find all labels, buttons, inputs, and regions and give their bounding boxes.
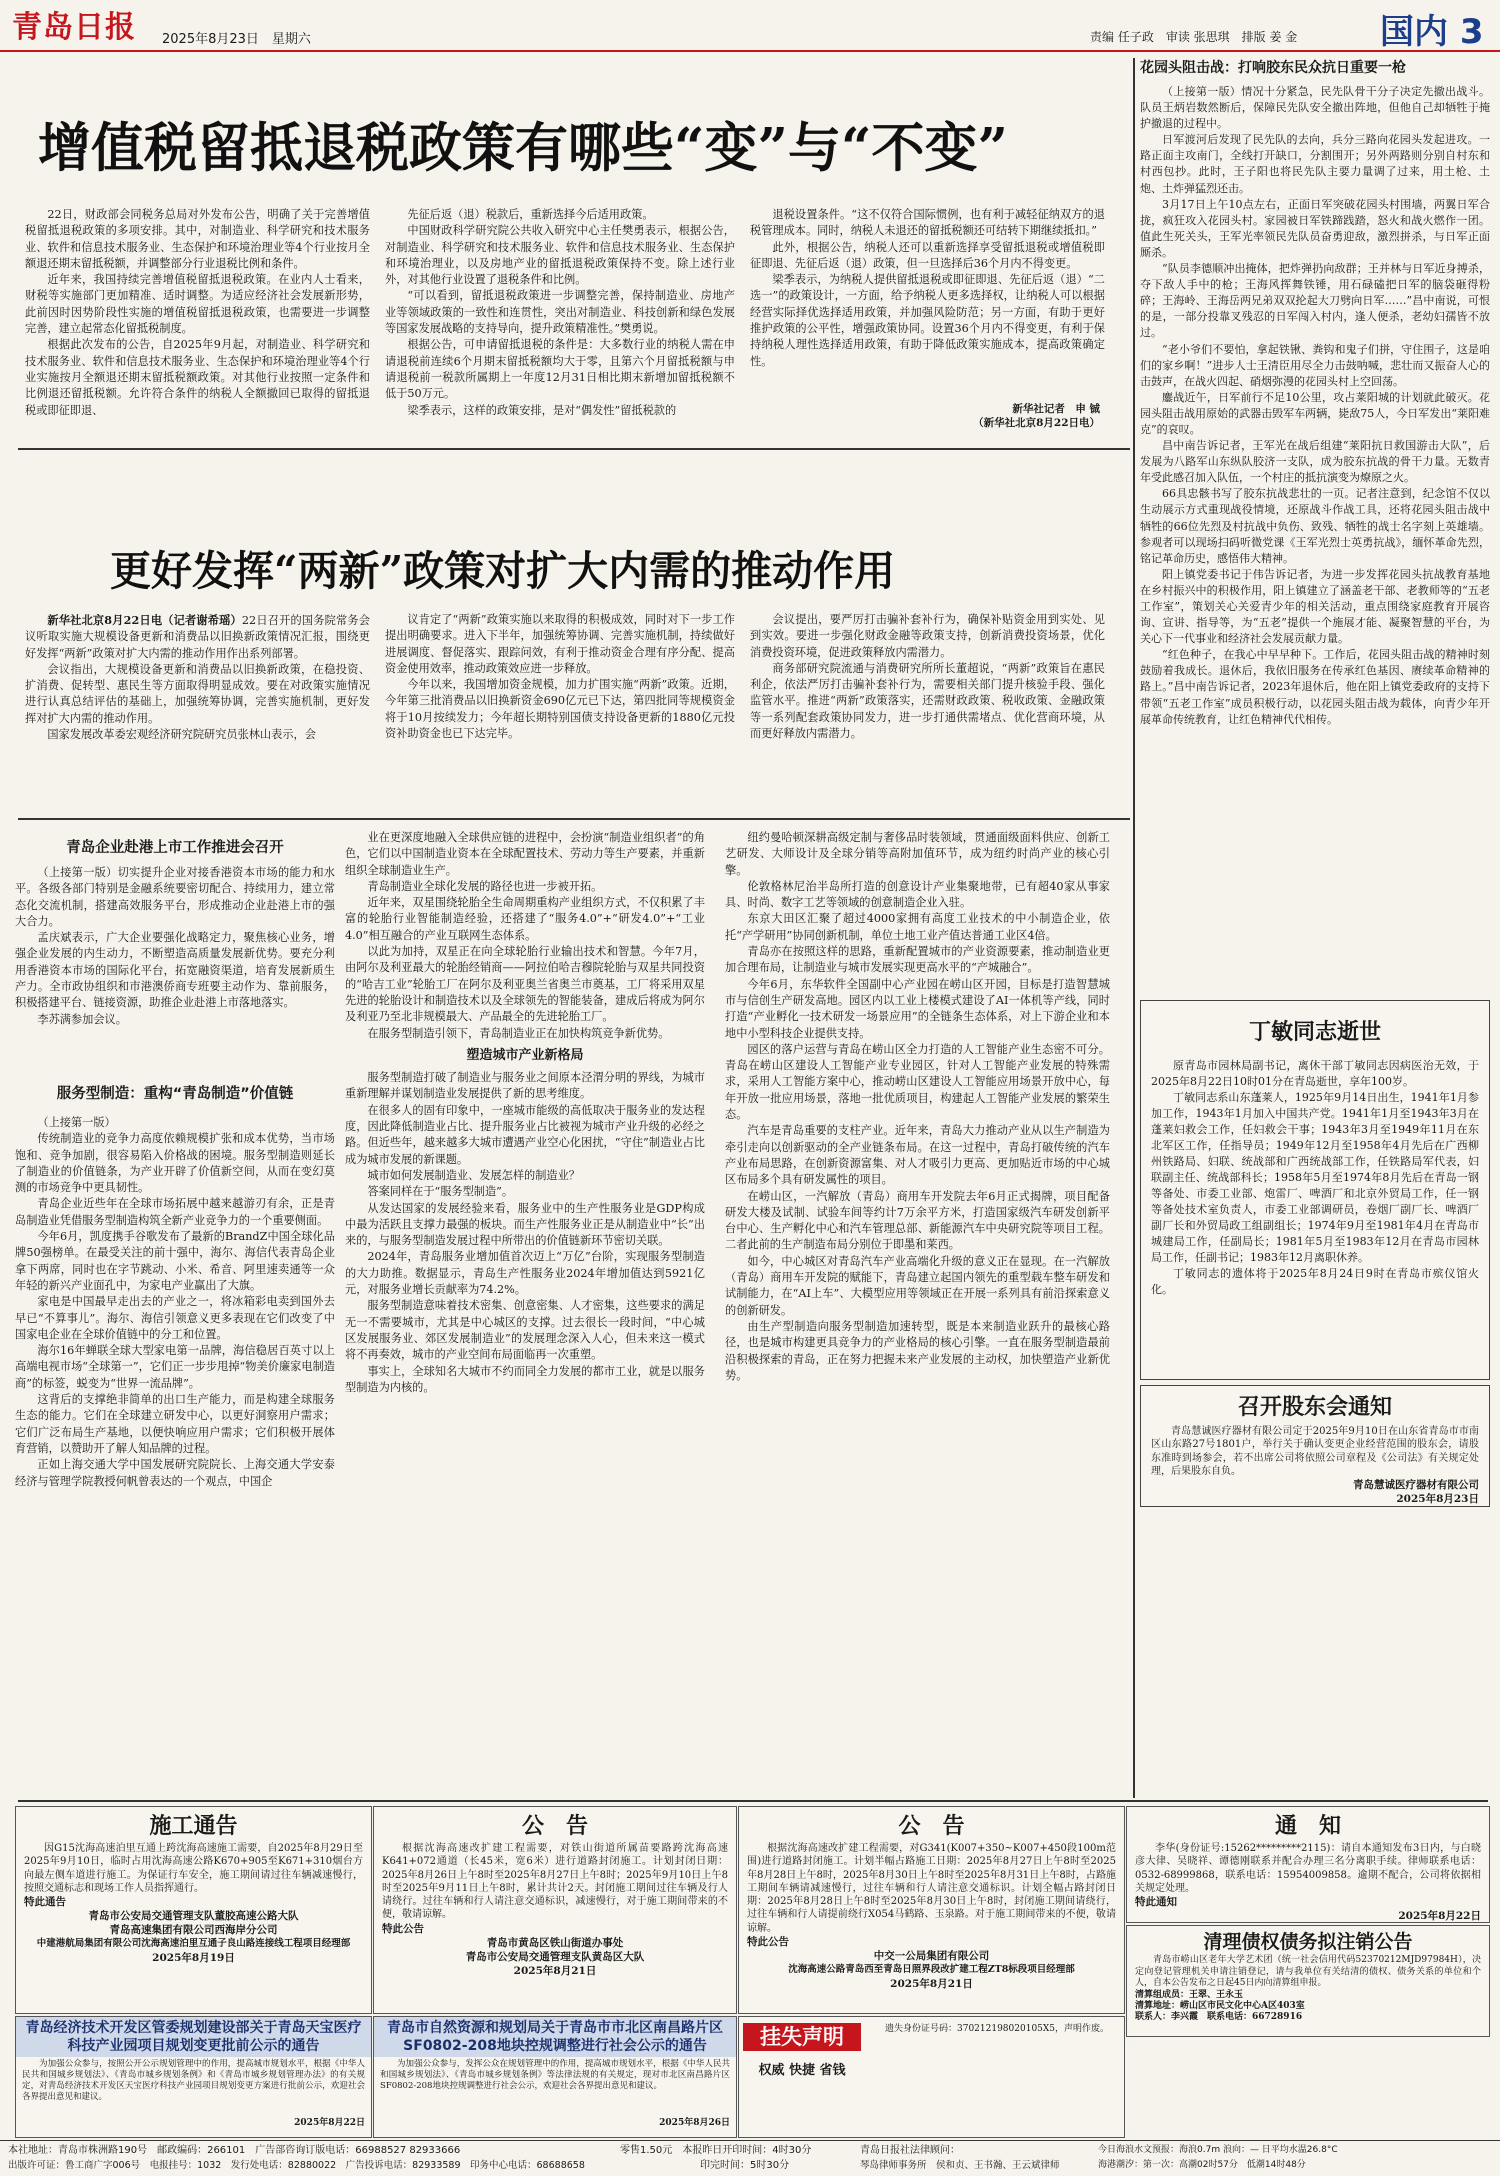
paragraph: 孟庆斌表示，广大企业要强化战略定力，聚焦核心业务，增强企业发展的内生动力，不断塑造高质量发展新优势。要充分利用香港资本市场的国际化平台，拓宽融资渠道，培育发展新质生产力。全市政协组织和市港澳侨商专班要主动作为、靠前服务，积极搭建平台、链接资源，助推企业赴港上市落地落实。 (15, 931, 335, 1010)
divider (18, 818, 1130, 820)
paragraph: “红色种子，在我心中早早种下。工作后，花园头阻击战的精神时刻鼓励着我成长。退休后，我依旧服务在传承红色基因、赓续革命精神的路上。”昌中南告诉记者，2023年退休后，他在阳上镇党委政府的支持下带领“五老工作室”成员积极行动，以花园头阻击战为载体，向青少年开展革命传统教育，让红色精神代代相传。 (1140, 648, 1490, 726)
article-column (750, 612, 1105, 812)
paragraph: 伦敦格林尼治半岛所打造的创意设计产业集聚地带，已有超40家从事家具、时尚、数字工艺等领域的创意制造企业入驻。 (725, 879, 1110, 910)
paragraph: 2024年，青岛服务业增加值首次迈上“万亿”台阶，实现服务型制造的大力助推。数据显示，青岛生产性服务业2024年增加值达到5921亿元，对服务业增长贡献率为74.2%。 (345, 1250, 705, 1297)
paragraph: 以此为加持，双星正在向全球轮胎行业输出技术和智慧。今年7月，由阿尔及利亚最大的轮胎经销商——阿拉伯哈吉穆院轮胎与双星共同投资的“哈吉工业”轮胎工厂在阿尔及利亚奥兰省奥兰市奠基，工厂将采用双星先进的轮胎设计和制造技术以及全球领先的智能装备，建成后将成为阿尔及利亚乃至北非规模最大、产品最全的先进轮胎工厂。 (345, 945, 705, 1024)
paragraph: 日军渡河后发现了民先队的去向，兵分三路向花园头发起进攻。一路正面主攻南门，全线打开缺口，分割围开；另外两路则分别自村东和村西包抄。此时，王子阳也将民先队主要力量调了过来，用土枪、土炮、土炸弹猛烈还击。 (1140, 133, 1490, 195)
deregistration-notice (1126, 1925, 1490, 2037)
paragraph: 近年来，双星围绕轮胎全生命周期重构产业组织方式，不仅积累了丰富的轮胎行业智能制造经验，还搭建了“服务4.0”+“研发4.0”+“工业4.0”相互融合的产业互联网生态体系。 (345, 896, 705, 942)
footer-price: 零售1.50元 本报昨日开印时间：4时30分 (620, 2145, 812, 2156)
paragraph: 青岛制造业全球化发展的路径也进一步被开拓。 (367, 879, 603, 893)
shareholder-meeting-notice (1140, 1385, 1490, 1507)
notice-body: 根据沈海高速改扩建工程需要，对G341(K007+350~K007+450段100m范围)进行道路封闭施工。计划半幅占路施工日期：2025年8月27日上午8时至2025年8月28日上午8时，2025年8月30日上午8时至2025年8月31日上午8时，占路施工期间车辆请减速慢行，过往车辆和行人请注意交通标识。计划全幅占路封闭日期：2025年8月28日上午8时至2025年8月30日上午8时，封闭施工期间请绕行，过往车辆和行人请提前绕行X054马鹤路、玉泉路。对于施工期间带来的不便，敬请谅解。 (747, 1843, 1116, 1934)
personal-notice (1126, 1806, 1490, 1923)
paragraph: （上接第一版）切实提升企业对接香港资本市场的能力和水平。各级各部门特别是金融系统要密切配合、持续用力，建立常态化交流机制，搭建高效服务平台，形成推动企业赴港上市的强大合力。 (15, 866, 335, 928)
paragraph: 先征后返（退）税款后，重新选择今后适用政策。 (407, 208, 654, 221)
notice-body: 为加强公众参与，发挥公众在规划管理中的作用，提高城市规划水平，根据《中华人民共和国城乡规划法》、《青岛市城乡规划条例》等法律法规的有关规定，现对市北区南昌路片区SF0802-208地块控规调整进行社会公示，欢迎社会各界提出意见和建议。 (380, 2059, 730, 2091)
notice-date: 2025年8月22日 (294, 2118, 365, 2128)
paragraph: 今年以来，我国增加资金规模，加力扩围实施“两新”政策。近期，今年第三批消费品以旧换新资金690亿元已下达，第四批同等规模资金将于10月按续发力；今年超长期特别国债支持设备更新的1880亿元投资补助资金也已下达完毕。 (385, 678, 735, 741)
paragraph: 会议指出，大规模设备更新和消费品以旧换新政策，在稳投资、扩消费、促转型、惠民生等方面取得明显成效。要在对政策实施情况进行认真总结评估的基础上，加强统筹协调，完善实施机制，更好发挥对扩大内需的推动作用。 (25, 662, 370, 725)
footer-legal: 青岛日报社法律顾问： (860, 2145, 960, 2156)
article-title: 花园头阻击战：打响胶东民众抗日重要一枪 (1140, 60, 1406, 76)
paragraph: 青岛亦在按照这样的思路，重新配置城市的产业资源要素，推动制造业更加合理布局，让制造业与城市发展实现更高水平的“产城融合”。 (725, 945, 1110, 975)
section-label: 国内 3 (1380, 12, 1484, 52)
paragraph: 国家发展改革委宏观经济研究院研究员张林山表示，会 (47, 728, 316, 742)
road-closure-notice-tieshan (373, 1806, 737, 2014)
paragraph: “队员李德顺冲出掩体，把炸弹扔向敌群；王并林与日军近身搏杀，夺下敌人手中的枪；王海风挥舞铁锤，用石碌磕把日军的脑袋砸得粉碎；王海岭、王海岳两兄弟双双抡起大刀劈向日军……”昌中南说，可恨的是，一部分投靠叉残忍的日军闯入村内，逢人便杀，老幼妇孺皆不放过。 (1140, 262, 1490, 340)
notice-sign: 特此通知 (1135, 1896, 1177, 1909)
paragraph: 由生产型制造向服务型制造加速转型，既是本来制造业跃升的最核心路径，也是城市构建更具竞争力的产业格局的核心引擎。一直在服务型制造最前沿积极探索的青岛，正在努力把握未来产业发展的主动权，加快塑造产业新优势。 (725, 1319, 1110, 1382)
notice-body: 因G15沈海高速泊里互通上跨沈海高速施工需要，自2025年8月29日至2025年9月10日，临时占用沈海高速公路K670+905至K671+310烟台方向最左侧车道进行施工。为保证行车安全，施工期间请过往车辆减速慢行，按照交通标志和现场工作人员指挥通行。 (24, 1843, 363, 1894)
paragraph: 服务型制造意味着技术密集、创意密集、人才密集，这些要求的满足无一不需要城市，尤其是中心城区的支撑。过去很长一段时间，“中心城区发展服务业、郊区发展制造业”的发展理念深入人心，但未来这一模式将不再奏效，城市的产业空间布局面临再一次重塑。 (345, 1299, 705, 1362)
notice-title: 公 告 (521, 1814, 588, 1839)
paragraph: 商务部研究院流通与消费研究所所长董超说，“两新”政策旨在惠民利企，依法严厉打击骗补套补行为，需要相关部门提升核验手段、强化监管水平。推进“两新”政策落实，还需财政政策、税收政策、金融政策等一系列配套政策协同发力，进一步打通供需堵点、优化营商环境，从而更好释放内需潜力。 (750, 661, 1105, 741)
paragraph: 汽车是青岛重要的支柱产业。近年来，青岛大力推动产业从以生产制造为牵引走向以创新驱动的全产业链条布局。在这一过程中，青岛打破传统的汽车产业布局思路，在创新资源富集、对人才吸引力更高、更加贴近市场的中心城区布局多个具有研发属性的项目。 (725, 1124, 1110, 1187)
reporter: 新华社记者 申 铖 (1012, 403, 1100, 415)
article-title: 增值税留抵退税政策有哪些“变”与“不变” (38, 117, 1008, 179)
paragraph: 东京大田区汇聚了超过4000家拥有高度工业技术的中小制造企业，依托“产学研用”协同创新机制，单位土地工业产值达普通工业区4倍。 (725, 912, 1110, 942)
paragraph: 在很多人的固有印象中，一座城市能级的高低取决于服务业的发达程度，因此降低制造业占比、提升服务业占比被视为城市产业升级的必经之路。但近些年，越来越多大城市遭遇产业空心化困扰，“守住”制造业占比成为城市发展的新课题。 (345, 1103, 705, 1166)
paragraph: 此外，根据公告，纳税人还可以重新选择享受留抵退税或增值税即征即退、先征后返（退）政策，但一旦选择后36个月内不得变更。 (750, 240, 1105, 270)
paragraph (25, 612, 370, 662)
notice-date: 2025年8月19日 (152, 1952, 235, 1965)
lead-reporter: （记者谢希瑶） (162, 613, 242, 627)
article-column (385, 207, 735, 442)
article-column (725, 830, 1110, 1795)
paragraph: 城市如何发展制造业、发展怎样的制造业？ (367, 1168, 580, 1182)
article-column (750, 207, 1105, 389)
column-divider (1133, 58, 1135, 1798)
article-two-new-policy (0, 450, 1130, 820)
obituary-title: 丁敏同志逝世 (1248, 1020, 1381, 1045)
obituary-body (1141, 1058, 1489, 1378)
section-heading: 塑造城市产业新格局 (466, 1047, 584, 1063)
article-column (385, 612, 735, 812)
notice-date: 2025年8月23日 (1396, 1493, 1479, 1506)
footer-lawyers: 琴岛律师事务所 侯和贞、王书瀚、王云斌律师 (860, 2160, 1060, 2171)
paragraph: 昌中南告诉记者，王军光在战后组建“莱阳抗日救国游击大队”，后发展为八路军山东纵队胶济一支队，成为胶东抗战的骨干力量。无数青年受此感召加入队伍，一个村庄的抵抗演变为燎原之火。 (1140, 439, 1490, 485)
notice-sign: 青岛市公安局交通管理支队黄岛区大队 (465, 1950, 645, 1963)
footer-sea-forecast: 今日海浪水文预报：海浪0.7m 浪向：— 日平均水温26.8°C (1098, 2145, 1338, 2155)
paragraph: 在崂山区，一汽解放（青岛）商用车开发院去年6月正式揭牌，项目配备研发大楼及试制、试验车间等约计7万余平方米，打造国家级汽车研发创新平台中心、生产孵化中心和汽车管理总部、新能源汽车中央研究院等项目工程。二者此前的生产制造布局分别位于即墨和莱西。 (725, 1189, 1110, 1252)
divider (18, 1800, 1488, 1802)
notice-body: 青岛市崂山区老年大学艺术团（统一社会信用代码52370212MJD97984H），决定向登记管理机关申请注销登记，请与我单位有关结清的债权、债务关系的单位和个人，自本公告发布之日起45日内向清算组申报。 (1135, 1955, 1481, 1988)
issue-date: 2025年8月23日 星期六 (162, 32, 311, 47)
paragraph: 纽约曼哈顿深耕高级定制与奢侈品时装领域，贯通面级面料供应、创新工艺研发、大师设计及全球分销等高附加值环节，成为纽约时尚产业的核心引擎。 (725, 831, 1110, 877)
paragraph: （上接第一版）情况十分紧急，民先队骨干分子决定先撤出战斗。队员王炳岩数然断后，保障民先队安全撤出阵地，但他自己却牺牲于掩护撤退的过程中。 (1140, 85, 1490, 131)
paragraph: 丁敏同志的遗体将于2025年8月24日9时在青岛市殡仪馆火化。 (1151, 1267, 1479, 1296)
notice-title: 青岛经济技术开发区管委规划建设部关于青岛天宝医疗科技产业园项目规划变更批前公示的通告 (16, 2017, 371, 2057)
dateline: （新华社北京8月22日电） (973, 417, 1100, 429)
paragraph: 从发达国家的发展经验来看，服务业中的生产性服务业是GDP构成中最为活跃且支撑力最强的板块。而生产性服务业正是从制造业中“长”出来的，与服务型制造发展过程中所带出的价值链新环节密切关联。 (345, 1201, 705, 1248)
paragraph: “可以看到，留抵退税政策进一步调整完善，保持制造业、房地产业等领域政策的一致性和连贯性，突出对制造业、科技创新和绿色发展等国家发展战略的支持导向，提升政策精准性。”樊勇说。 (385, 289, 735, 336)
lead-label: 新华社北京8月22日电 (47, 613, 163, 627)
notice-title: 通 知 (1274, 1814, 1341, 1839)
article-body (15, 865, 335, 1065)
page-header (0, 0, 1500, 52)
notice-title: 召开股东会通知 (1237, 1395, 1392, 1420)
notice-title: 施工通告 (149, 1814, 238, 1839)
lost-item: 遗失身份证号码：370212198020105X5，声明作废。 (885, 2024, 1110, 2034)
paragraph: 3月17日上午10点左右，正面日军突破花园头村围墙，两翼日军合拢，疯狂攻入花园头村。家园被日军铁蹄践踏，怒火和战火燃作一团。值此生死关头，王军光率领民先队员奋勇迎敌，激烈拼杀，与日军正面厮杀。 (1140, 197, 1490, 259)
notice-title: 公 告 (898, 1814, 965, 1839)
notice-date: 2025年8月21日 (890, 1978, 973, 1991)
paragraph: 议肯定了“两新”政策实施以来取得的积极成效，同时对下一步工作提出明确要求。进入下半年，加强统筹协调、完善实施机制，持续做好进展调度、督促落实、跟踪问效，有利于推动资金合理有序分配、提高资金使用效率，推动政策效应进一步释放。 (385, 613, 735, 675)
notice-sign: 清算地址：崂山区市民文化中心A区403室 (1135, 2000, 1305, 2011)
notice-company: 青岛慧诚医疗器材有限公司 (1353, 1479, 1479, 1492)
article-column (15, 1115, 335, 1795)
newspaper-logo: 青岛日报 (12, 10, 136, 45)
notice-sign: 沈海高速公路青岛西至青岛日照界段改扩建工程ZT8标段项目经理部 (788, 1964, 1075, 1976)
notice-date: 2025年8月22日 (1398, 1910, 1481, 1923)
notice-sign: 清算组成员：王翠、王永玉 (1135, 1989, 1244, 2000)
paragraph: 在服务型制造引领下，青岛制造业正在加快构筑竞争新优势。 (367, 1026, 670, 1040)
notice-sign: 特此通告 (24, 1896, 66, 1909)
notice-sign: 青岛市公安局交通管理支队董胶高速公路大队 (88, 1910, 299, 1923)
paragraph: 今年6月，凯度携手谷歌发布了最新的BrandZ中国全球化品牌50强榜单。在最受关注的前十强中，海尔、海信代表青岛企业拿下两席，同时也在字节跳动、小米、希音、阿里速卖通等一众年轻的新兴产业面孔中，为家电产业赢出了大旗。 (15, 1230, 335, 1292)
article-body (1140, 84, 1490, 989)
paragraph: 梁季表示，这样的政策安排，是对“偶发性”留抵税款的 (407, 403, 677, 417)
article-huayuantou-battle (1140, 58, 1490, 993)
lost-declarations (738, 2016, 1125, 2138)
planning-notice-tianbao (15, 2016, 372, 2138)
article-column (25, 612, 370, 812)
paragraph: 这背后的支撑绝非简单的出口生产能力，而是构建全球服务生态的能力。它们在全球建立研发中心，以更好洞察用户需求；它们广泛布局生产基地，以便快响应用户需求；它们积极开展体育营销，以赞助开了解人知品牌的过程。 (15, 1393, 335, 1455)
notice-sign: 特此公告 (747, 1936, 789, 1949)
article-hk-listing (15, 830, 335, 1070)
paragraph: 服务型制造打破了制造业与服务业之间原本泾渭分明的界线，为城市重新理解并谋划制造业发展提供了新的思考维度。 (345, 1071, 705, 1101)
notice-body: 李华(身份证号:15262*********2115)：请自本通知发布3日内，与白晓彦大律、吴晓祥、谭德刚联系并配合办理三名分离职手续。律师联系电话：0532-68999868，联系电话：15954009858。逾期不配合，公司将依据相关规定处理。 (1135, 1843, 1481, 1894)
paragraph: “老小爷们不要怕，拿起铁锹、粪钩和鬼子们拼，守住围子，这是咱们的家乡啊！”进步人士王清臣用尽全力击鼓呐喊，悲壮而又振奋人心的击鼓声，在战火四起、硝烟弥漫的花园头村上空回荡。 (1140, 342, 1490, 388)
paragraph: 如今，中心城区对青岛汽车产业高端化升级的意义正在显现。在一汽解放（青岛）商用车开发院的赋能下，青岛建立起国内领先的重型载车整车研发和试制能力，在“AI上车”、大模型应用等领域正在开展一系列具有前沿探索意义的创新研发。 (725, 1254, 1110, 1317)
lost-banner (743, 2023, 861, 2093)
lost-tagline: 权威 快捷 省钱 (758, 2063, 846, 2078)
editor-credits: 责编 任子政 审读 张思琪 排版 姜 金 (1090, 30, 1298, 44)
notice-sign: 联系人：李兴霞 联系电话：66728916 (1135, 2011, 1303, 2022)
notice-sign: 中交一公局集团有限公司 (873, 1950, 990, 1963)
paragraph: 阳上镇党委书记于伟告诉记者，为进一步发挥花园头抗战教育基地在乡村振兴中的积极作用，阳上镇建立了涵盖老干部、老教师等的“五老工作室”，策划关心关爱青少年的相关活动，重点围绕家庭教育开展咨询、宣讲、指导等，为“五老”提供一个施展才能、凝聚智慧的平台，为关心下一代事业和经济社会发展贡献力量。 (1140, 567, 1490, 646)
paragraph: 原青岛市园林局副书记，离休干部丁敏同志因病医治无效，于2025年8月22日10时01分在青岛逝世，享年100岁。 (1151, 1059, 1479, 1088)
construction-notice (15, 1806, 372, 2014)
paragraph: 66具忠骸书写了胶东抗战悲壮的一页。记者注意到，纪念馆不仅以生动展示方式重现战役情境，还原战斗作战工具，还将花园头阻击战中牺牲的66位先烈及村抗战中负伤、致残、牺牲的战士名字刻上英雄墙。参观者可以现场扫码听微党课《王军光烈士英勇抗战》，缅怀革命先烈，铭记革命历史，感悟伟大精神。 (1140, 487, 1490, 565)
paragraph: 业在更深度地融入全球供应链的进程中，会扮演“制造业组织者”的角色，它们以中国制造业资本在全球配置技术、劳动力等生产要素，并重新组织全球制造业生产。 (345, 831, 705, 877)
notice-sign: 特此公告 (382, 1922, 424, 1935)
article-title: 服务型制造：重构“青岛制造”价值链 (56, 1086, 294, 1102)
paragraph: 李苏满参加会议。 (37, 1012, 127, 1026)
notice-sign: 青岛市黄岛区铁山街道办事处 (486, 1936, 624, 1949)
notice-body: 青岛慧诚医疗器材有限公司定于2025年9月10日在山东省青岛市市南区山东路27号1801户，举行关于确认变更企业经营范围的股东会，请股东准時到场参会，若不出席公司将依照公司章程及《公司法》有关规定处理，后果股东自负。 (1151, 1426, 1479, 1477)
paragraph: 根据公告，可申请留抵退税的条件是：大多数行业的纳税人需在申请退税前连续6个月期末留抵税额均大于零，且第六个月留抵税额与申请退税前一税款所属期上一年度12月31日相比期末新增加留抵税额不低于50万元。 (385, 338, 735, 401)
article-title: 青岛企业赴港上市工作推进会召开 (66, 840, 284, 856)
notice-title: 青岛市自然资源和规划局关于青岛市市北区南昌路片区SF0802-208地块控规调整进行社会公示的通告 (374, 2017, 736, 2057)
paragraph: 青岛企业近些年在全球市场拓展中越来越游刃有余，正是青岛制造业凭借服务型制造构筑全新产业竞争力的一个重要侧面。 (15, 1197, 335, 1227)
notice-date: 2025年8月21日 (513, 1964, 597, 1977)
obituary-box (1140, 1000, 1490, 1380)
footer-tide: 海港潮汐：第一次：高潮02时57分 低潮14时48分 (1098, 2160, 1306, 2170)
lost-title: 挂失声明 (743, 2023, 861, 2051)
paragraph: 园区的落户运营与青岛在崂山区全力打造的人工智能产业生态密不可分。青岛在崂山区建设人工智能产业专业园区，针对人工智能产业发展的特殊需求，采用人工智能方案中心，推动崂山区建设人工智能应用场景开放中心，每年开放一批应用场景，落地一批优质项目，构建起人工智能产业发展的繁荣生态。 (725, 1042, 1110, 1122)
planning-notice-nanchang (373, 2016, 737, 2138)
paragraph: 退税设置条件。“这不仅符合国际惯例，也有利于减轻征纳双方的退税管理成本。同时，纳税人未退还的留抵税额还可结转下期继续抵扣。” (750, 208, 1105, 238)
footer-address: 本社地址：青岛市株洲路190号 邮政编码：266101 广告部咨询订版电话：66988527 82933666 (8, 2145, 461, 2156)
notice-date: 2025年8月26日 (659, 2118, 730, 2128)
paragraph: 鏖战近午，日军前行不足10公里，攻占莱阳城的计划就此破灭。花园头阻击战用原始的武器击毁军车两辆，毙敌75人，今日军发出“莱阳难克”的哀叹。 (1140, 390, 1490, 436)
road-closure-notice-g341 (738, 1806, 1125, 2014)
paragraph: 22日，财政部会同税务总局对外发布公告，明确了关于完善增值税留抵退税政策的多项安排。其中，对制造业、科学研究和技术服务业、软件和信息技术服务业、生态保护和环境治理业等4个行业按月全额退还期末留抵税额，并调整部分行业退税比例和条件。 (25, 208, 370, 270)
article-vat-refund (0, 52, 1130, 447)
paragraph: 中国财政科学研究院公共收入研究中心主任樊勇表示，根据公告，对制造业、科学研究和技术服务业、软件和信息技术服务业、生态保护和环境治理业，以及房地产业的留抵退税政策保持不变。除上述行业外，对其他行业设置了退税条件和比例。 (385, 224, 735, 287)
paragraph: 梁季表示，为纳税人提供留抵退税或即征即退、先征后返（退）“二选一”的政策设计，一方面，给予纳税人更多选择权，让纳税人可以根据经营实际择优选择适用政策，并加强风险防范；另一方面，有助于更好推护政策的公平性，增强政策协同。设置36个月内不得变更，有利于保持纳税人理性选择适用政策，有助于降低政策实施成本，提高政策确定性。 (750, 273, 1105, 368)
paragraph: 近年来，我国持续完善增值税留抵退税政策。在业内人士看来，财税等实施部门更加精准、适时调整。为适应经济社会发展新形势，此前因时因势阶段性实施的增值税留抵退税政策，也需要进一步调整完善，建立起常态化留抵税制度。 (25, 273, 370, 336)
paragraph: 今年6月，东华软件全国副中心产业园在崂山区开园，目标是打造智慧城市与信创生产研发高地。园区内以工业上楼模式建设了AI一体机等产线，同时打造“产业孵化一技术研发一场景应用”的全链条生态体系，对上下游企业和本地中小型科技企业提供支持。 (725, 977, 1110, 1040)
paragraph: 根据此次发布的公告，自2025年9月起，对制造业、科学研究和技术服务业、软件和信息技术服务业、生态保护和环境治理业等4个行业实施按月全额退还期末留抵税额政策。对其他行业按照一定条件和比例退还留抵税额。允许符合条件的纳税人全额撤回已取得的留抵退税或即征即退、 (25, 338, 370, 417)
paragraph: 答案同样在于“服务型制造”。 (367, 1185, 514, 1199)
article-title: 更好发挥“两新”政策对扩大内需的推动作用 (110, 547, 896, 595)
article-column (25, 207, 370, 442)
notice-title: 清理债权债务拟注销公告 (1203, 1931, 1413, 1953)
notice-body: 为加强公众参与，按照公开公示规划管理中的作用，提高城市规划水平，根据《中华人民共和国城乡规划法》、《青岛市城乡规划条例》和《青岛市城乡规划管理办法》的有关规定，对青岛经济技术开发区天宝医疗科技产业园项目规划变更方案进行批前公示，欢迎社会各界提出意见和建议。 (22, 2059, 365, 2102)
byline (900, 402, 1100, 430)
paragraph: 海尔16年蝉联全球大型家电第一品牌，海信稳居百英寸以上高端电视市场“全球第一”，它们正一步步甩掉“物美价廉家电制造商”的标签，蜕变为“世界一流品牌”。 (15, 1344, 335, 1390)
paragraph: 会议提出，要严厉打击骗补套补行为，确保补贴资金用到实处、见到实效。要进一步强化财政金融等政策支持，创新消费投资场景，优化消费投资环境，促进政策释放内需潜力。 (750, 613, 1105, 659)
article-column (345, 830, 705, 1795)
footer-print-time: 印完时间：5时30分 (700, 2160, 790, 2171)
notice-sign: 中建港航局集团有限公司沈海高速泊里互通子良山路连接线工程项目经理部 (36, 1938, 351, 1950)
paragraph: 传统制造业的竞争力高度依赖规模扩张和成本优势，当市场饱和、竞争加剧，很容易陷入价格战的困境。服务型制造则延长了制造业的价值链条，为产业开辟了价值新空间，从而在变幻莫测的市场竞争中更具韧性。 (15, 1132, 335, 1195)
page-footer (0, 2140, 1500, 2176)
paragraph: 丁敏同志系山东蓬莱人，1925年9月14日出生，1941年1月参加工作，1943年1月加入中国共产党。1941年1月至1943年3月在蓬莱妇救会工作，任妇救会干事；1943年3月至1949年11月在东北军区工作，任指导员；1949年12月至1958年4月先后在广西柳州铁路局、妇联、统战部和广西统战部工作，任铁路局军代表，妇联副主任、统战部科长；1958年5月至1974年8月先后在青岛一钢等备处、市委工业部、炮雷厂、啤酒厂和北京外贸局工作，任一钢等备处技术室负责人，市委工业部调研员，卷烟厂副厂长、啤酒厂副厂长和外贸局政工组副组长；1974年9月至1981年4月在青岛市城建局工作，任副局长；1981年5月至1983年12月在青岛市园林局工作，任副书记；1983年12月离职休养。 (1151, 1091, 1479, 1264)
paragraph: 事实上，全球知名大城市不约而同全力发展的都市工业，就是以服务型制造为内核的。 (345, 1364, 705, 1394)
paragraph: 家电是中国最早走出去的产业之一，将冰箱彩电卖到国外去早已“不算事儿”。海尔、海信引领意义更多表现在它们改变了中国家电企业在全球价值链中的分工和位置。 (15, 1295, 335, 1341)
notice-body: 根据沈海高速改扩建工程需要，对铁山街道所属苗要路跨沈海高速K641+072通道（长45米，宽6米）进行道路封闭施工。计划封闭日期：2025年8月26日上午8时至2025年8月27日上午8时；2025年9月10日上午8时至2025年9月11日上午8时，累计共计2天。封闭施工期间过往车辆及行人请绕行。过往车辆和行人请注意交通标识，减速慢行，对于施工期间带来的不便，敬请谅解。 (382, 1843, 728, 1921)
lead-text: 22日召开的国务院常务会议听取实施大规模设备更新和消费品以旧换新政策情况汇报，围绕更好发挥“两新”政策对扩大内需的推动作用作出系列部署。 (25, 614, 370, 660)
paragraph: （上接第一版） (37, 1116, 116, 1129)
footer-license: 出版许可证：鲁工商广字006号 电报挂号：1032 发行处电话：82880022 广告投诉电话：82933589 印务中心电话：68688658 (8, 2160, 585, 2171)
notice-sign: 青岛高速集团有限公司西海岸分公司 (109, 1924, 278, 1937)
paragraph: 正如上海交通大学中国发展研究院院长、上海交通大学安泰经济与管理学院教授何帆曾表达的一个观点，中国企 (15, 1458, 335, 1488)
